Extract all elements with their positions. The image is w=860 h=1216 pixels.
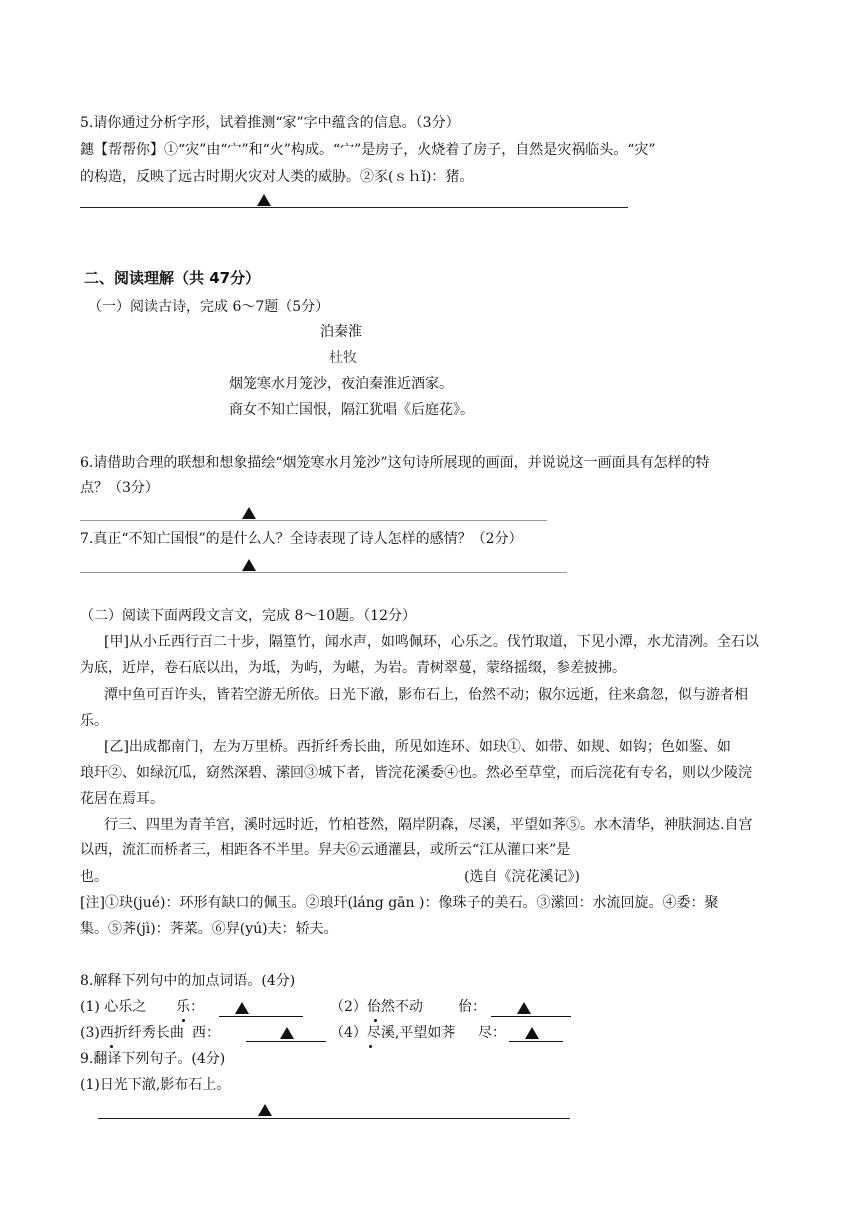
yi-para2-line2: 以西，流汇而桥者三，相距各不半里。舁夫⑥云通灌县，或所云“江从灌口来”是 xyxy=(80,842,571,858)
poem-title: 泊秦淮 xyxy=(320,324,362,340)
part2-intro: （二）阅读下面两段文言文，完成 8～10题。（12分） xyxy=(80,608,416,624)
q8-item4-blank xyxy=(509,1041,563,1042)
note-line1: [注]①玦(jué)：环形有缺口的佩玉。②琅玕(láng gān )：像珠子的美石。③潆回：水流回旋。④委：聚 xyxy=(80,895,719,911)
part1-intro: （一）阅读古诗，完成 6～7题（5分） xyxy=(88,299,330,315)
yi-para1-line3: 花居在焉耳。 xyxy=(80,791,164,807)
emphasis-dot xyxy=(110,1045,113,1048)
note-line2: 集。⑤荠(jì)：荠菜。⑥舁(yú)夫：轿夫。 xyxy=(80,921,338,937)
q5-question: 5.请你通过分析字形，试着推测“家”字中蕴含的信息。（3分） xyxy=(80,115,460,131)
q5-hint-line1: 鏸【帮帮你】①“灾”由“宀”和“火”构成。“宀”是房子，火烧着了房子，自然是灾祸临头。“灾” xyxy=(80,142,656,158)
answer-triangle-icon xyxy=(242,559,256,571)
yi-para1-line2: 琅玕②、如绿沉瓜，窈然深碧、潆回③城下者，皆浣花溪委④也。然必至草堂，而后浣花有专名，则以少陵浣 xyxy=(80,765,752,781)
q9-question: 9.翻译下列句子。(4分) xyxy=(80,1051,226,1067)
q8-item1-blank xyxy=(219,1016,303,1017)
answer-triangle-icon xyxy=(257,194,271,206)
jia-para2-line1: 潭中鱼可百许头，皆若空游无所依。日光下澈，影布石上，佁然不动；俶尔远逝，往来翕忽，似与游者相 xyxy=(104,687,748,703)
jia-para2-line2: 乐。 xyxy=(80,713,108,729)
yi-para2-line3: 也。 xyxy=(80,869,108,885)
emphasis-dot xyxy=(374,1019,377,1022)
q8-item1-phrase: (1) 心乐之 xyxy=(80,999,147,1015)
poem-author: 杜牧 xyxy=(329,350,357,366)
q8-item4-word: 尽： xyxy=(478,1025,506,1041)
yi-para2-line1: 行三、四里为青羊宫，溪时远时近，竹柏苍然，隔岸阴森，尽溪，平望如荠⑤。水木清华，神肤洞达.自宫 xyxy=(104,817,753,833)
q8-item2-blank xyxy=(491,1016,571,1017)
answer-triangle-icon xyxy=(280,1027,294,1039)
q8-question: 8.解释下列句中的加点词语。(4分) xyxy=(80,973,296,989)
q5-hint-line2: 的构造，反映了远古时期火灾对人类的威胁。②豕(ｓｈǐ)：猪。 xyxy=(80,169,474,185)
q8-item2-phrase: （2）佁然不动 xyxy=(330,999,423,1015)
source-citation: (选自《浣花溪记》) xyxy=(464,869,580,885)
answer-triangle-icon xyxy=(258,1104,272,1116)
poem-line1: 烟笼寒水月笼沙，夜泊秦淮近酒家。 xyxy=(229,376,453,392)
answer-triangle-icon xyxy=(517,1002,531,1014)
q9-answer-line xyxy=(98,1118,570,1119)
q8-item1-word: 乐： xyxy=(176,999,204,1015)
q8-item2-word: 佁： xyxy=(458,999,486,1015)
poem-line2: 商女不知亡国恨，隔江犹唱《后庭花》。 xyxy=(229,402,474,418)
section2-heading: 二、阅读理解（共 47分） xyxy=(84,269,261,287)
q8-item4-phrase: （4）尽溪,平望如荠 xyxy=(330,1025,456,1041)
yi-para1-line1: [乙]出成都南门，左为万里桥。西折纤秀长曲，所见如连环、如玦①、如带、如规、如钩；色如鉴、如 xyxy=(104,739,731,755)
q6-line2: 点？（3分） xyxy=(80,480,159,496)
q8-item3-blank xyxy=(246,1041,326,1042)
q8-item3-word: 西： xyxy=(192,1025,220,1041)
q7-question: 7.真正“不知亡国恨”的是什么人？全诗表现了诗人怎样的感情？（2分） xyxy=(80,531,523,547)
q8-item3-phrase: (3)西折纤秀长曲 xyxy=(80,1025,184,1041)
q9-item1: (1)日光下澈,影布石上。 xyxy=(80,1077,231,1093)
answer-triangle-icon xyxy=(235,1002,249,1014)
answer-triangle-icon xyxy=(525,1027,539,1039)
emphasis-dot xyxy=(369,1045,372,1048)
q6-answer-line xyxy=(80,520,547,521)
answer-triangle-icon xyxy=(242,507,256,519)
q5-answer-line xyxy=(80,207,628,208)
jia-para1-line2: 为底，近岸，卷石底以出，为坻，为屿，为嵁，为岩。青树翠蔓，蒙络摇缀，参差披拂。 xyxy=(80,660,626,676)
q7-answer-line xyxy=(80,572,567,573)
q6-line1: 6.请借助合理的联想和想象描绘“烟笼寒水月笼沙”这句诗所展现的画面，并说说这一画面具有怎样的特 xyxy=(80,455,710,471)
emphasis-dot xyxy=(182,1019,185,1022)
jia-para1-line1: [甲]从小丘西行百二十步，隔篁竹，闻水声，如鸣佩环，心乐之。伐竹取道，下见小潭，水尤清冽。全石以 xyxy=(104,634,759,650)
